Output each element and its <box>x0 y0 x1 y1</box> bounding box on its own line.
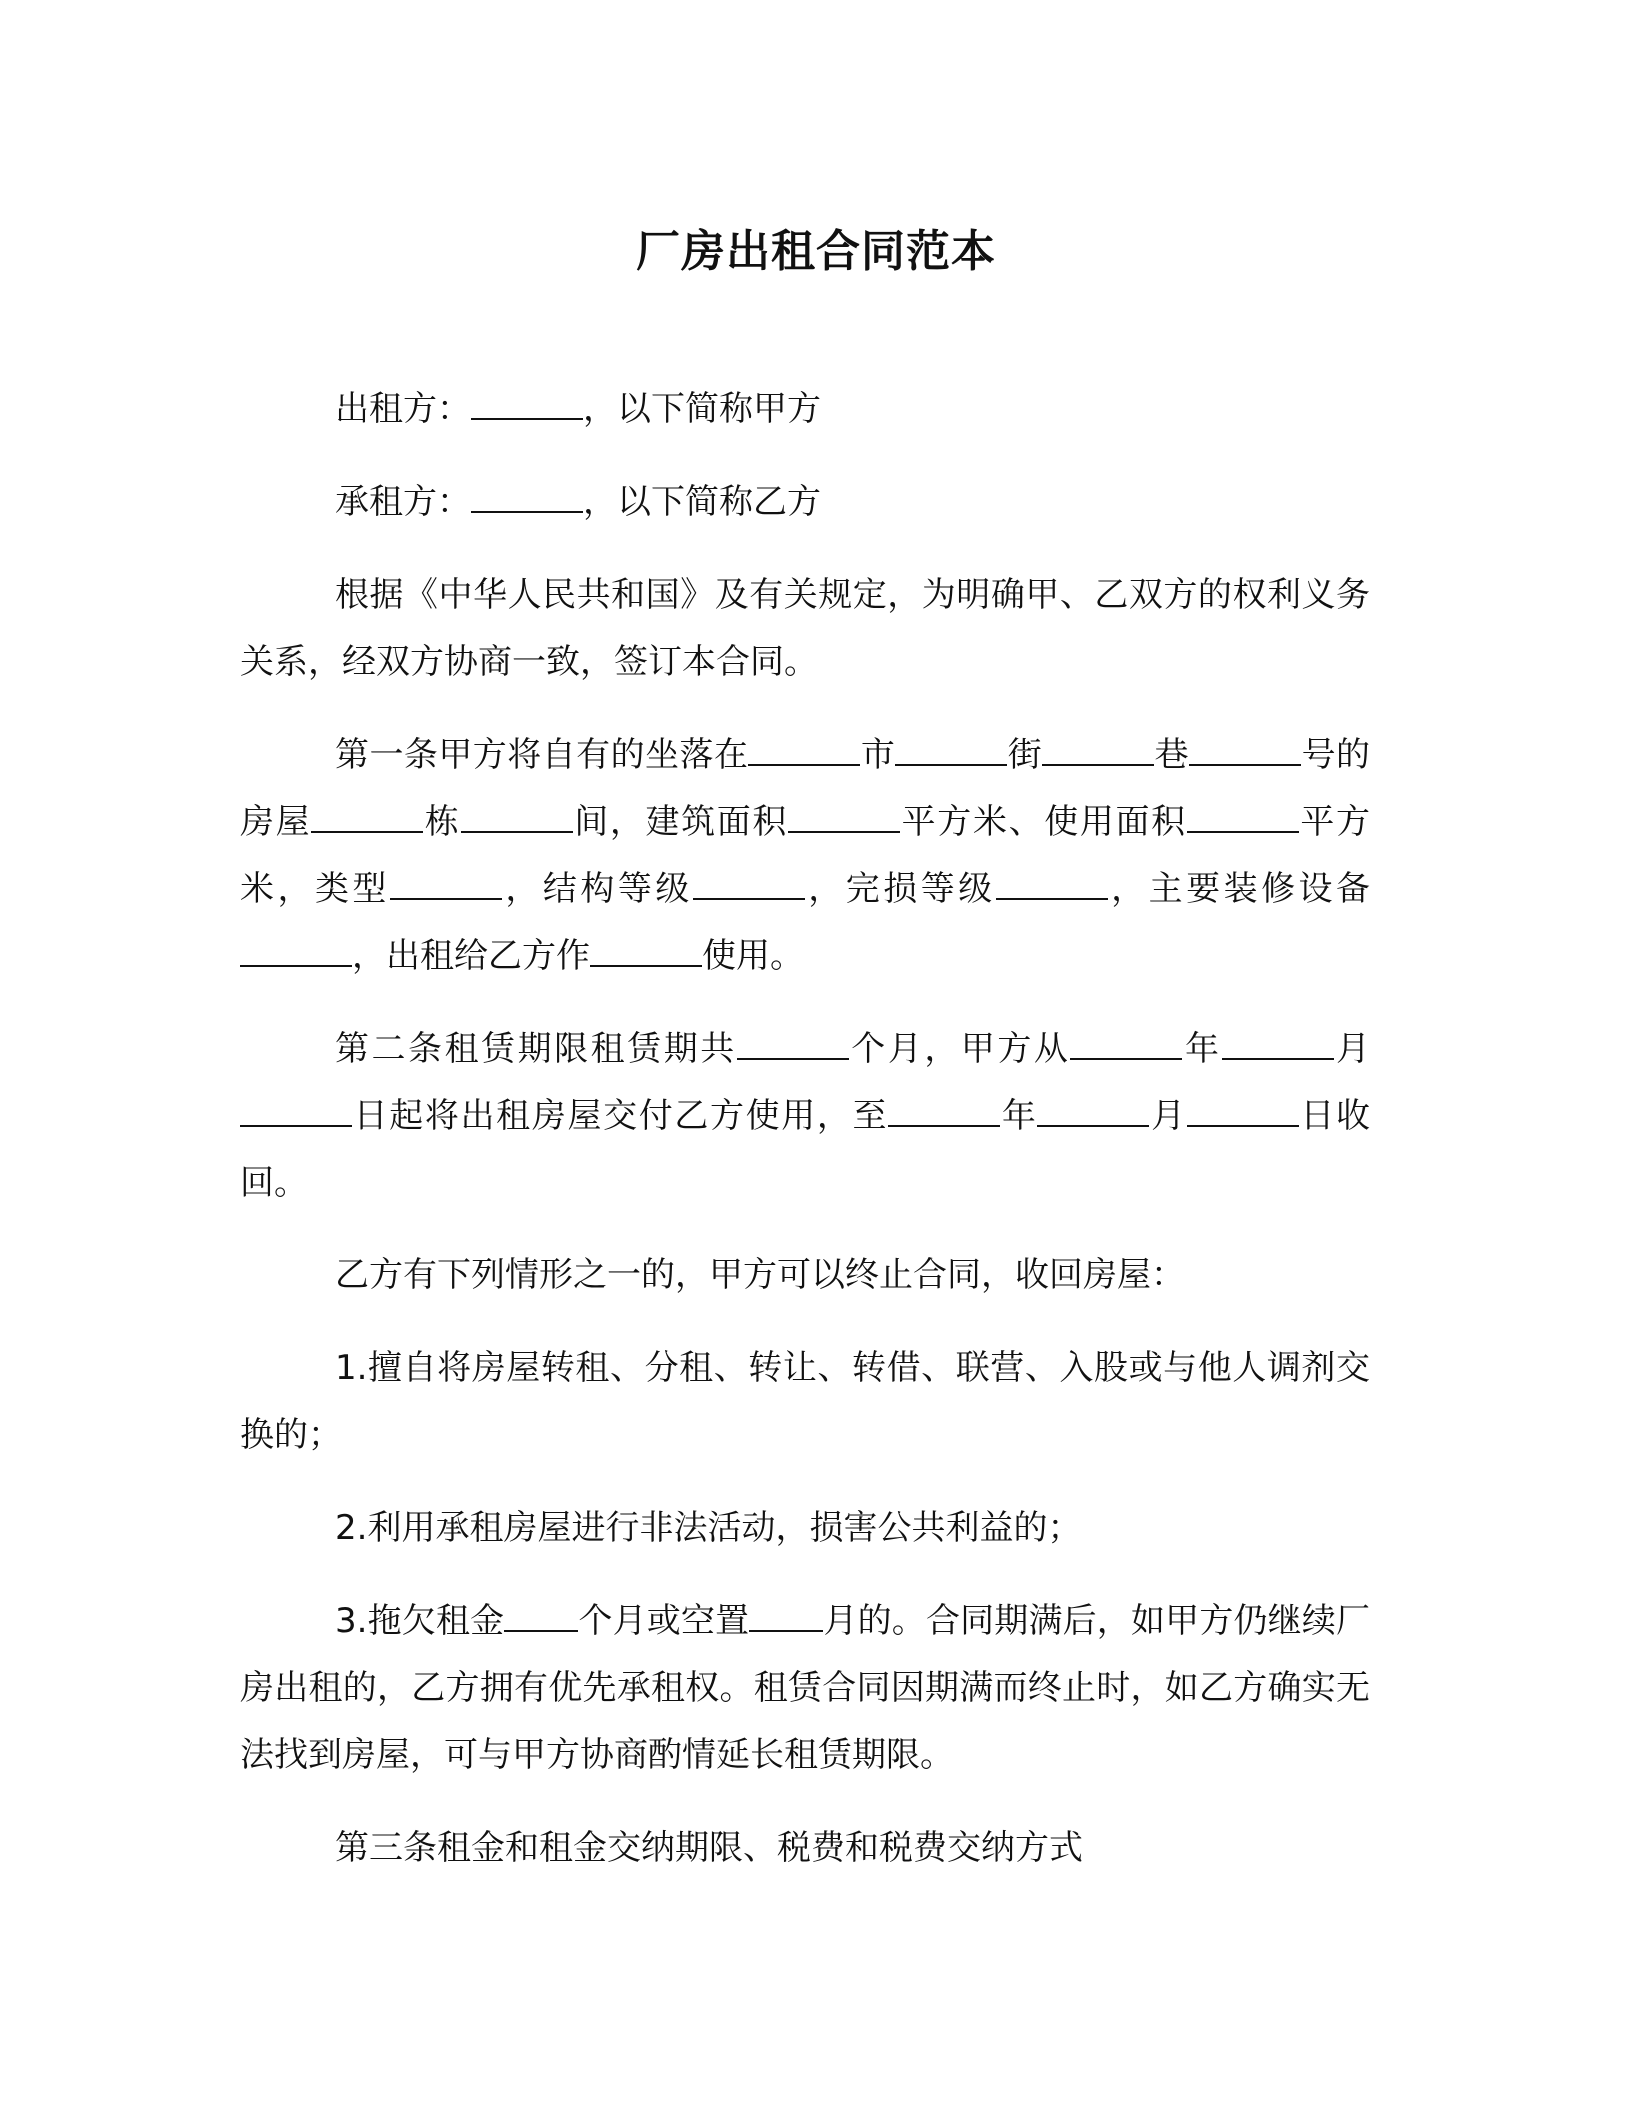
article2-text: 个月，甲方从 <box>848 1029 1071 1069</box>
start-month-blank <box>1222 1030 1334 1060</box>
article1-text: 平方米、使用面积 <box>900 802 1187 842</box>
item3-text: 个月或空置 <box>578 1601 750 1641</box>
article1-paragraph <box>240 722 1370 990</box>
article1-text: 号的房屋 <box>240 735 1371 842</box>
article1-text: 平方米，类型 <box>240 802 1371 909</box>
termination-item-3 <box>240 1588 1370 1789</box>
start-day-blank <box>240 1097 352 1127</box>
article2-text: 月 <box>1149 1096 1187 1136</box>
article2-text: 年 <box>1182 1029 1222 1069</box>
lessee-suffix: ，以下简称乙方 <box>583 482 821 522</box>
lessor-label: 出租方： <box>335 389 471 429</box>
termination-item-1: 1.擅自将房屋转租、分租、转让、转借、联营、入股或与他人调剂交换的； <box>240 1348 1370 1455</box>
start-year-blank <box>1070 1030 1182 1060</box>
street-blank <box>895 736 1007 766</box>
structure-grade-blank <box>693 870 805 900</box>
article2-text: 年 <box>1000 1096 1038 1136</box>
building-area-blank <box>788 803 900 833</box>
item3-text: 3.拖欠租金 <box>335 1601 505 1641</box>
lessee-blank <box>471 483 583 513</box>
vacancy-months-blank <box>749 1602 823 1632</box>
end-year-blank <box>888 1097 1000 1127</box>
room-blank <box>461 803 573 833</box>
building-blank <box>311 803 423 833</box>
article2-text: 第二条租赁期限租赁期共 <box>335 1029 737 1069</box>
article1-text: 第一条甲方将自有的坐落在 <box>335 735 749 775</box>
termination-intro: 乙方有下列情形之一的，甲方可以终止合同，收回房屋： <box>335 1255 1185 1295</box>
city-blank <box>748 736 860 766</box>
article1-text: 巷 <box>1154 735 1190 775</box>
usage-blank <box>590 937 702 967</box>
usable-area-blank <box>1187 803 1299 833</box>
equipment-blank <box>240 937 352 967</box>
article1-text: 间，建筑面积 <box>572 802 789 842</box>
lessor-line <box>240 376 1370 443</box>
lessee-label: 承租方： <box>335 482 471 522</box>
end-day-blank <box>1187 1097 1299 1127</box>
item3-text: 月的。合同期满后，如甲方仍继续厂房出租的，乙方拥有优先承租权。租赁合同因期满而终止时，如乙方确实无法找到房屋，可与甲方协商酌情延长租赁期限。 <box>240 1601 1370 1775</box>
article2-text: 日收回。 <box>240 1096 1371 1203</box>
lessor-suffix: ，以下简称甲方 <box>583 389 821 429</box>
end-month-blank <box>1037 1097 1149 1127</box>
article1-text: ，主要装修设备 <box>1107 869 1371 909</box>
article1-text: 市 <box>860 735 896 775</box>
lessee-line <box>240 469 1370 536</box>
preamble-paragraph: 根据《中华人民共和国》及有关规定，为明确甲、乙双方的权利义务关系，经双方协商一致，签订本合同。 <box>240 575 1370 682</box>
article3-heading: 第三条租金和租金交纳期限、税费和税费交纳方式 <box>335 1828 1083 1868</box>
article1-text: ，结构等级 <box>501 869 693 909</box>
lessor-blank <box>471 390 583 420</box>
term-months-blank <box>737 1030 849 1060</box>
condition-grade-blank <box>996 870 1108 900</box>
article2-text: 月 <box>1333 1029 1371 1069</box>
lane-blank <box>1042 736 1154 766</box>
article1-text: ，完损等级 <box>804 869 996 909</box>
number-blank <box>1189 736 1301 766</box>
termination-item-2: 2.利用承租房屋进行非法活动，损害公共利益的； <box>335 1508 1082 1548</box>
arrears-months-blank <box>504 1602 578 1632</box>
article1-text: 栋 <box>423 802 461 842</box>
article1-text: 使用。 <box>702 936 804 976</box>
article2-text: 日起将出租房屋交付乙方使用，至 <box>352 1096 889 1136</box>
article1-text: 街 <box>1007 735 1043 775</box>
article2-paragraph <box>240 1016 1370 1217</box>
article1-text: ，出租给乙方作 <box>352 936 590 976</box>
document-title: 厂房出租合同范本 <box>636 226 996 277</box>
type-blank <box>390 870 502 900</box>
